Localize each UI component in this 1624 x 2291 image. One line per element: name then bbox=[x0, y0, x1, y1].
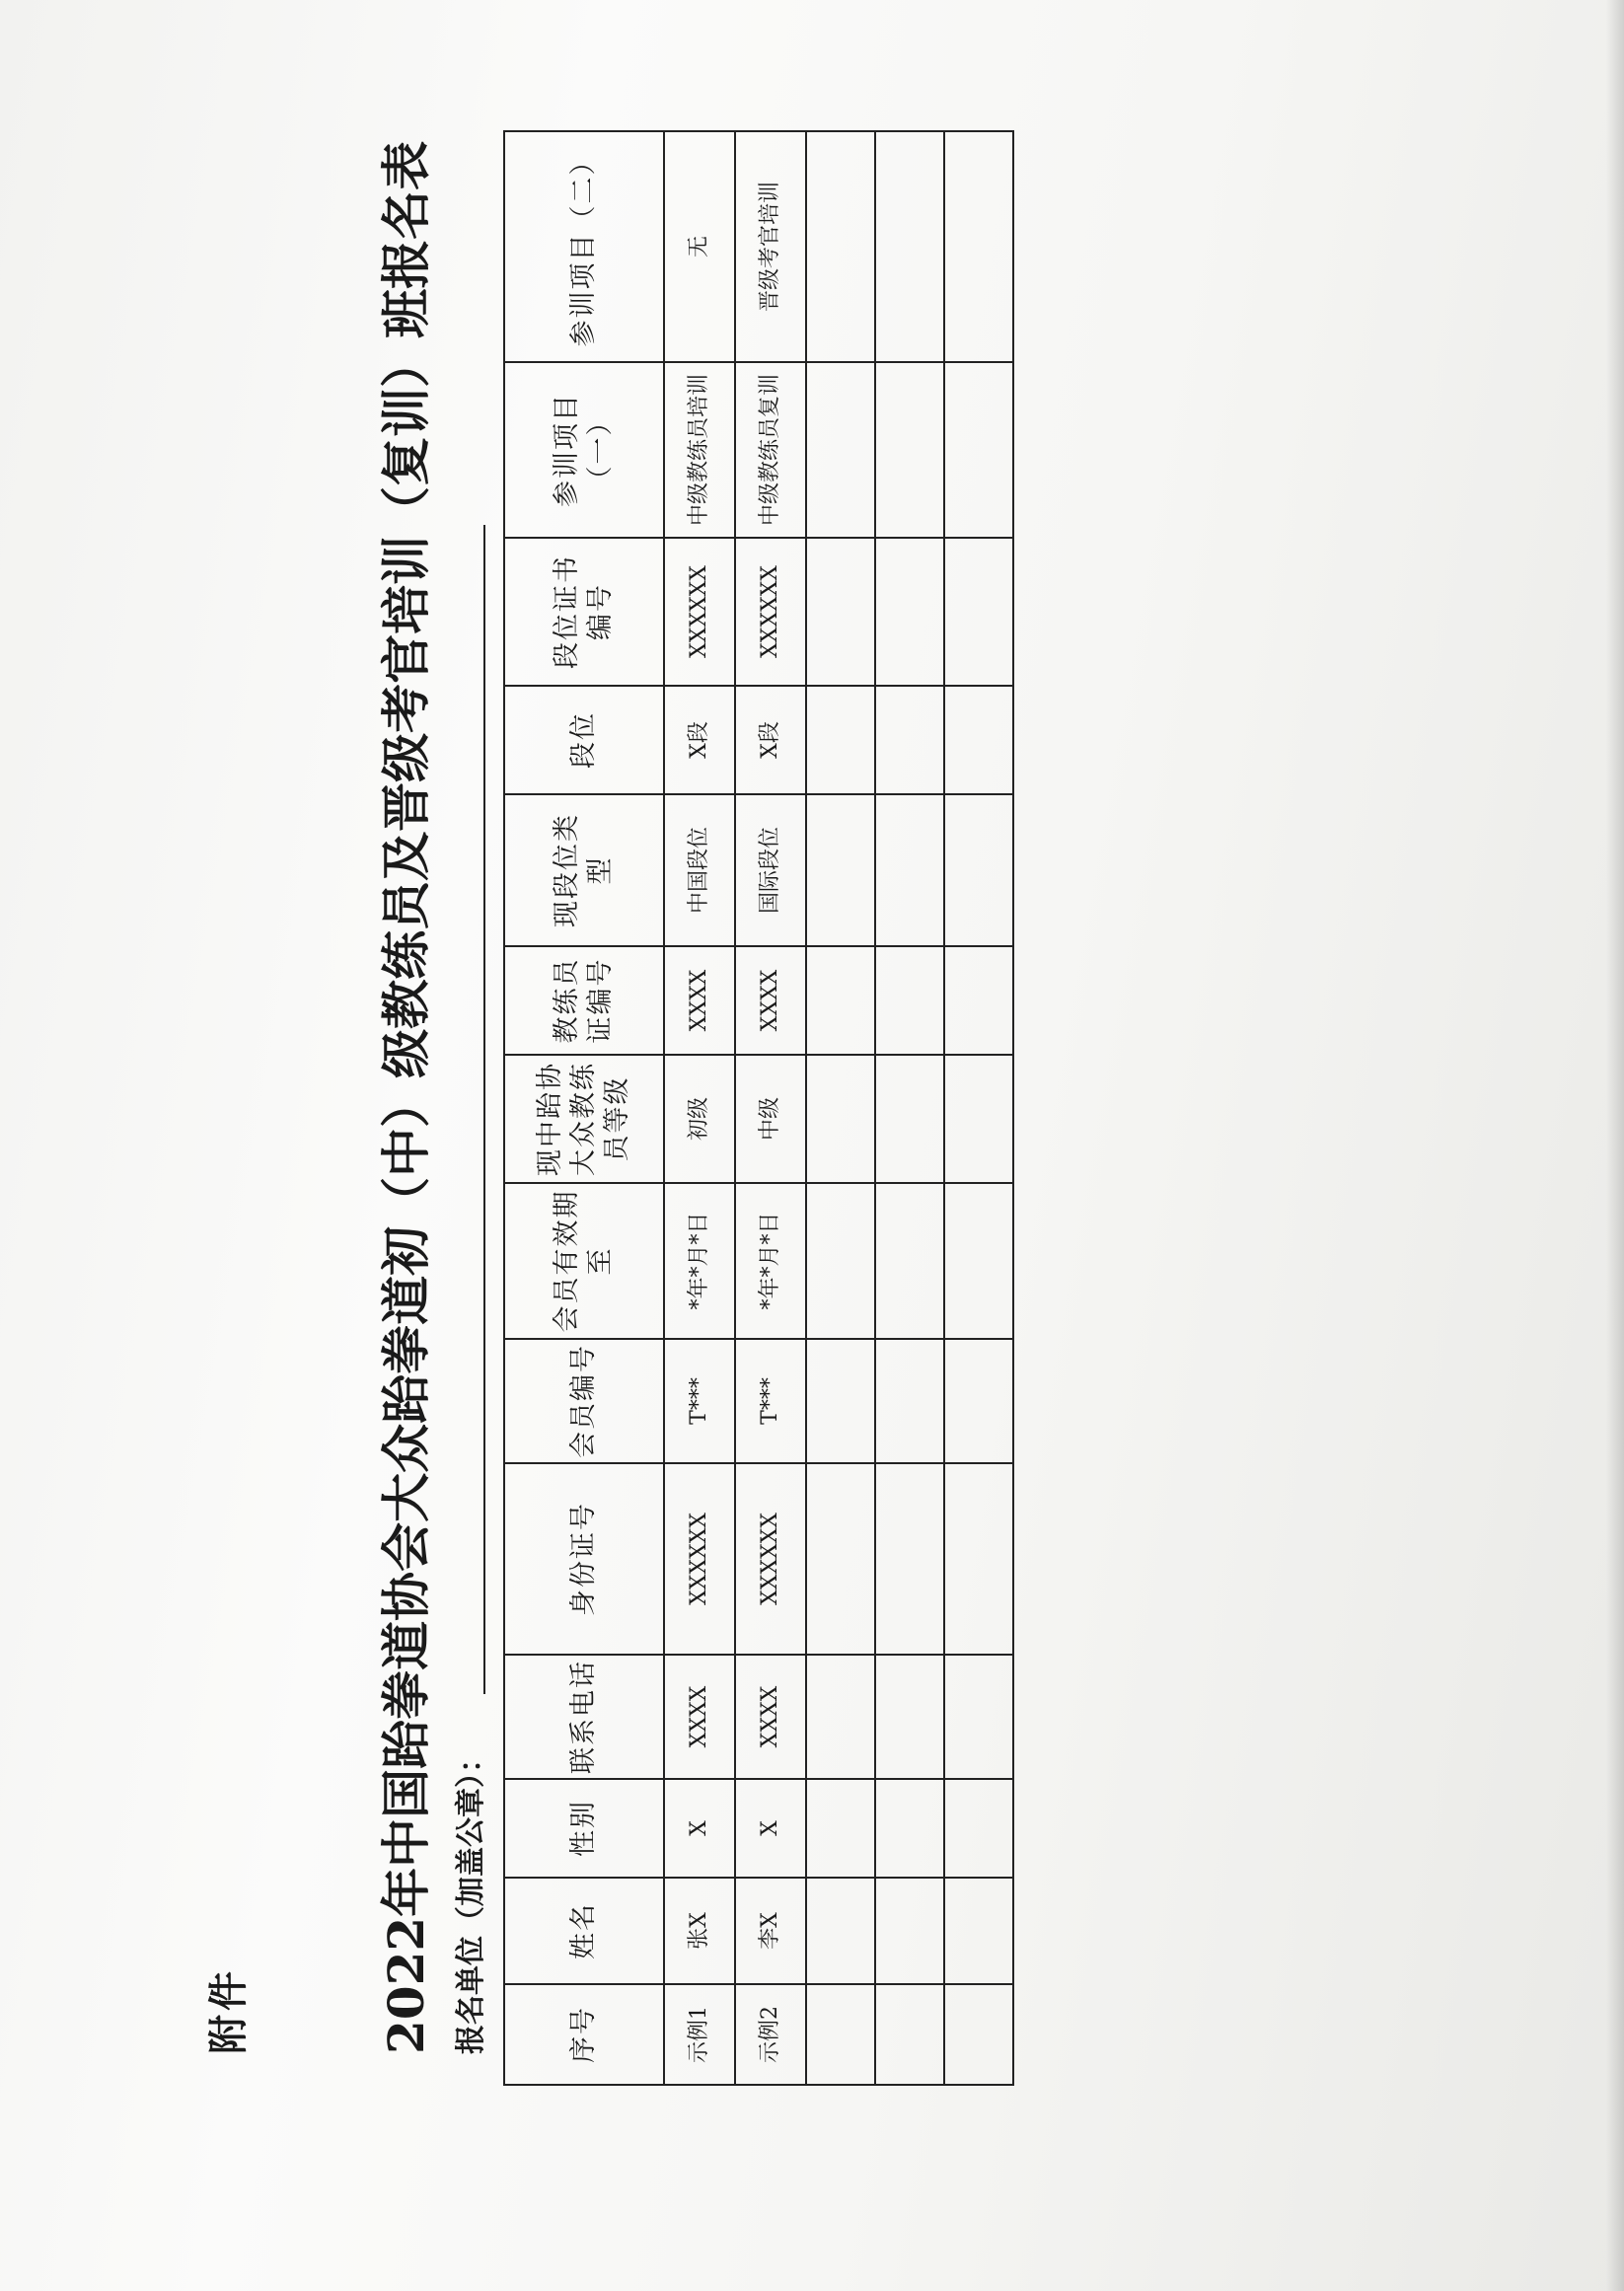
cell bbox=[806, 1055, 875, 1183]
cell: 中级 bbox=[735, 1055, 806, 1183]
cell: XXXXXX bbox=[664, 1463, 735, 1655]
cell bbox=[944, 946, 1013, 1055]
cell bbox=[944, 1984, 1013, 2085]
cell bbox=[875, 1984, 944, 2085]
table-row bbox=[664, 131, 735, 2085]
registration-unit-label: 报名单位（加盖公章）： bbox=[454, 1743, 488, 2054]
cell bbox=[944, 1339, 1013, 1463]
cell bbox=[806, 1779, 875, 1878]
cell bbox=[806, 794, 875, 946]
cell bbox=[806, 1984, 875, 2085]
cell: X段 bbox=[664, 686, 735, 794]
table-row bbox=[875, 131, 944, 2085]
header-member-number: 会员编号 bbox=[504, 1339, 664, 1463]
header-dan-cert-number: 段位证书编号 bbox=[504, 538, 664, 686]
header-id-number: 身份证号 bbox=[504, 1463, 664, 1655]
cell bbox=[806, 1339, 875, 1463]
cell bbox=[806, 686, 875, 794]
cell: 初级 bbox=[664, 1055, 735, 1183]
cell bbox=[806, 1878, 875, 1984]
header-training-item-2: 参训项目（二） bbox=[504, 131, 664, 362]
cell bbox=[944, 1183, 1013, 1339]
cell bbox=[944, 1463, 1013, 1655]
header-dan: 段位 bbox=[504, 686, 664, 794]
cell bbox=[944, 794, 1013, 946]
cell: 示例2 bbox=[735, 1984, 806, 2085]
table-row bbox=[735, 131, 806, 2085]
cell: *年*月*日 bbox=[735, 1183, 806, 1339]
cell: 李X bbox=[735, 1878, 806, 1984]
cell: *年*月*日 bbox=[664, 1183, 735, 1339]
cell bbox=[875, 686, 944, 794]
cell bbox=[944, 1878, 1013, 1984]
cell: XXXX bbox=[735, 1655, 806, 1779]
cell bbox=[806, 1183, 875, 1339]
cell: T*** bbox=[664, 1339, 735, 1463]
cell bbox=[875, 362, 944, 538]
cell bbox=[806, 1463, 875, 1655]
registration-unit-blank-line bbox=[483, 525, 485, 1694]
cell bbox=[944, 538, 1013, 686]
cell: XXXX bbox=[735, 946, 806, 1055]
cell bbox=[944, 362, 1013, 538]
cell: 中级教练员复训 bbox=[735, 362, 806, 538]
cell bbox=[875, 1655, 944, 1779]
header-member-valid-until: 会员有效期至 bbox=[504, 1183, 664, 1339]
cell: XXXX bbox=[664, 946, 735, 1055]
cell bbox=[875, 1779, 944, 1878]
header-coach-cert-number: 教练员证编号 bbox=[504, 946, 664, 1055]
cell: T*** bbox=[735, 1339, 806, 1463]
header-dan-type: 现段位类型 bbox=[504, 794, 664, 946]
cell: X bbox=[664, 1779, 735, 1878]
header-name: 姓名 bbox=[504, 1878, 664, 1984]
cell: X段 bbox=[735, 686, 806, 794]
cell bbox=[875, 1183, 944, 1339]
cell bbox=[806, 362, 875, 538]
cell: 张X bbox=[664, 1878, 735, 1984]
cell bbox=[875, 1463, 944, 1655]
cell bbox=[944, 1655, 1013, 1779]
cell: XXXX bbox=[664, 1655, 735, 1779]
table-row bbox=[944, 131, 1013, 2085]
cell bbox=[806, 538, 875, 686]
cell bbox=[944, 1779, 1013, 1878]
cell: 晋级考官培训 bbox=[735, 131, 806, 362]
header-seq: 序号 bbox=[504, 1984, 664, 2085]
cell: XXXXXX bbox=[664, 538, 735, 686]
form-title: 2022年中国跆拳道协会大众跆拳道初（中）级教练员及晋级考官培训（复训）班报名表 bbox=[377, 140, 435, 2054]
header-training-item-1: 参训项目（一） bbox=[504, 362, 664, 538]
header-gender: 性别 bbox=[504, 1779, 664, 1878]
cell: 无 bbox=[664, 131, 735, 362]
cell bbox=[875, 131, 944, 362]
registration-table bbox=[503, 130, 1014, 2086]
page-edge-shadow bbox=[1606, 0, 1624, 2291]
cell bbox=[806, 1655, 875, 1779]
cell bbox=[875, 1878, 944, 1984]
cell bbox=[944, 1055, 1013, 1183]
attachment-label: 附件 bbox=[205, 1967, 252, 2054]
cell bbox=[806, 946, 875, 1055]
table-header-row bbox=[504, 131, 664, 2085]
cell: XXXXXX bbox=[735, 538, 806, 686]
cell bbox=[944, 686, 1013, 794]
cell bbox=[875, 1339, 944, 1463]
header-phone: 联系电话 bbox=[504, 1655, 664, 1779]
cell bbox=[875, 946, 944, 1055]
cell: 示例1 bbox=[664, 1984, 735, 2085]
cell: 中国段位 bbox=[664, 794, 735, 946]
cell: 中级教练员培训 bbox=[664, 362, 735, 538]
cell: X bbox=[735, 1779, 806, 1878]
cell: 国际段位 bbox=[735, 794, 806, 946]
cell bbox=[944, 131, 1013, 362]
table-row bbox=[806, 131, 875, 2085]
header-coach-level: 现中跆协大众教练员等级 bbox=[504, 1055, 664, 1183]
cell bbox=[875, 794, 944, 946]
cell bbox=[806, 131, 875, 362]
cell bbox=[875, 1055, 944, 1183]
cell: XXXXXX bbox=[735, 1463, 806, 1655]
cell bbox=[875, 538, 944, 686]
